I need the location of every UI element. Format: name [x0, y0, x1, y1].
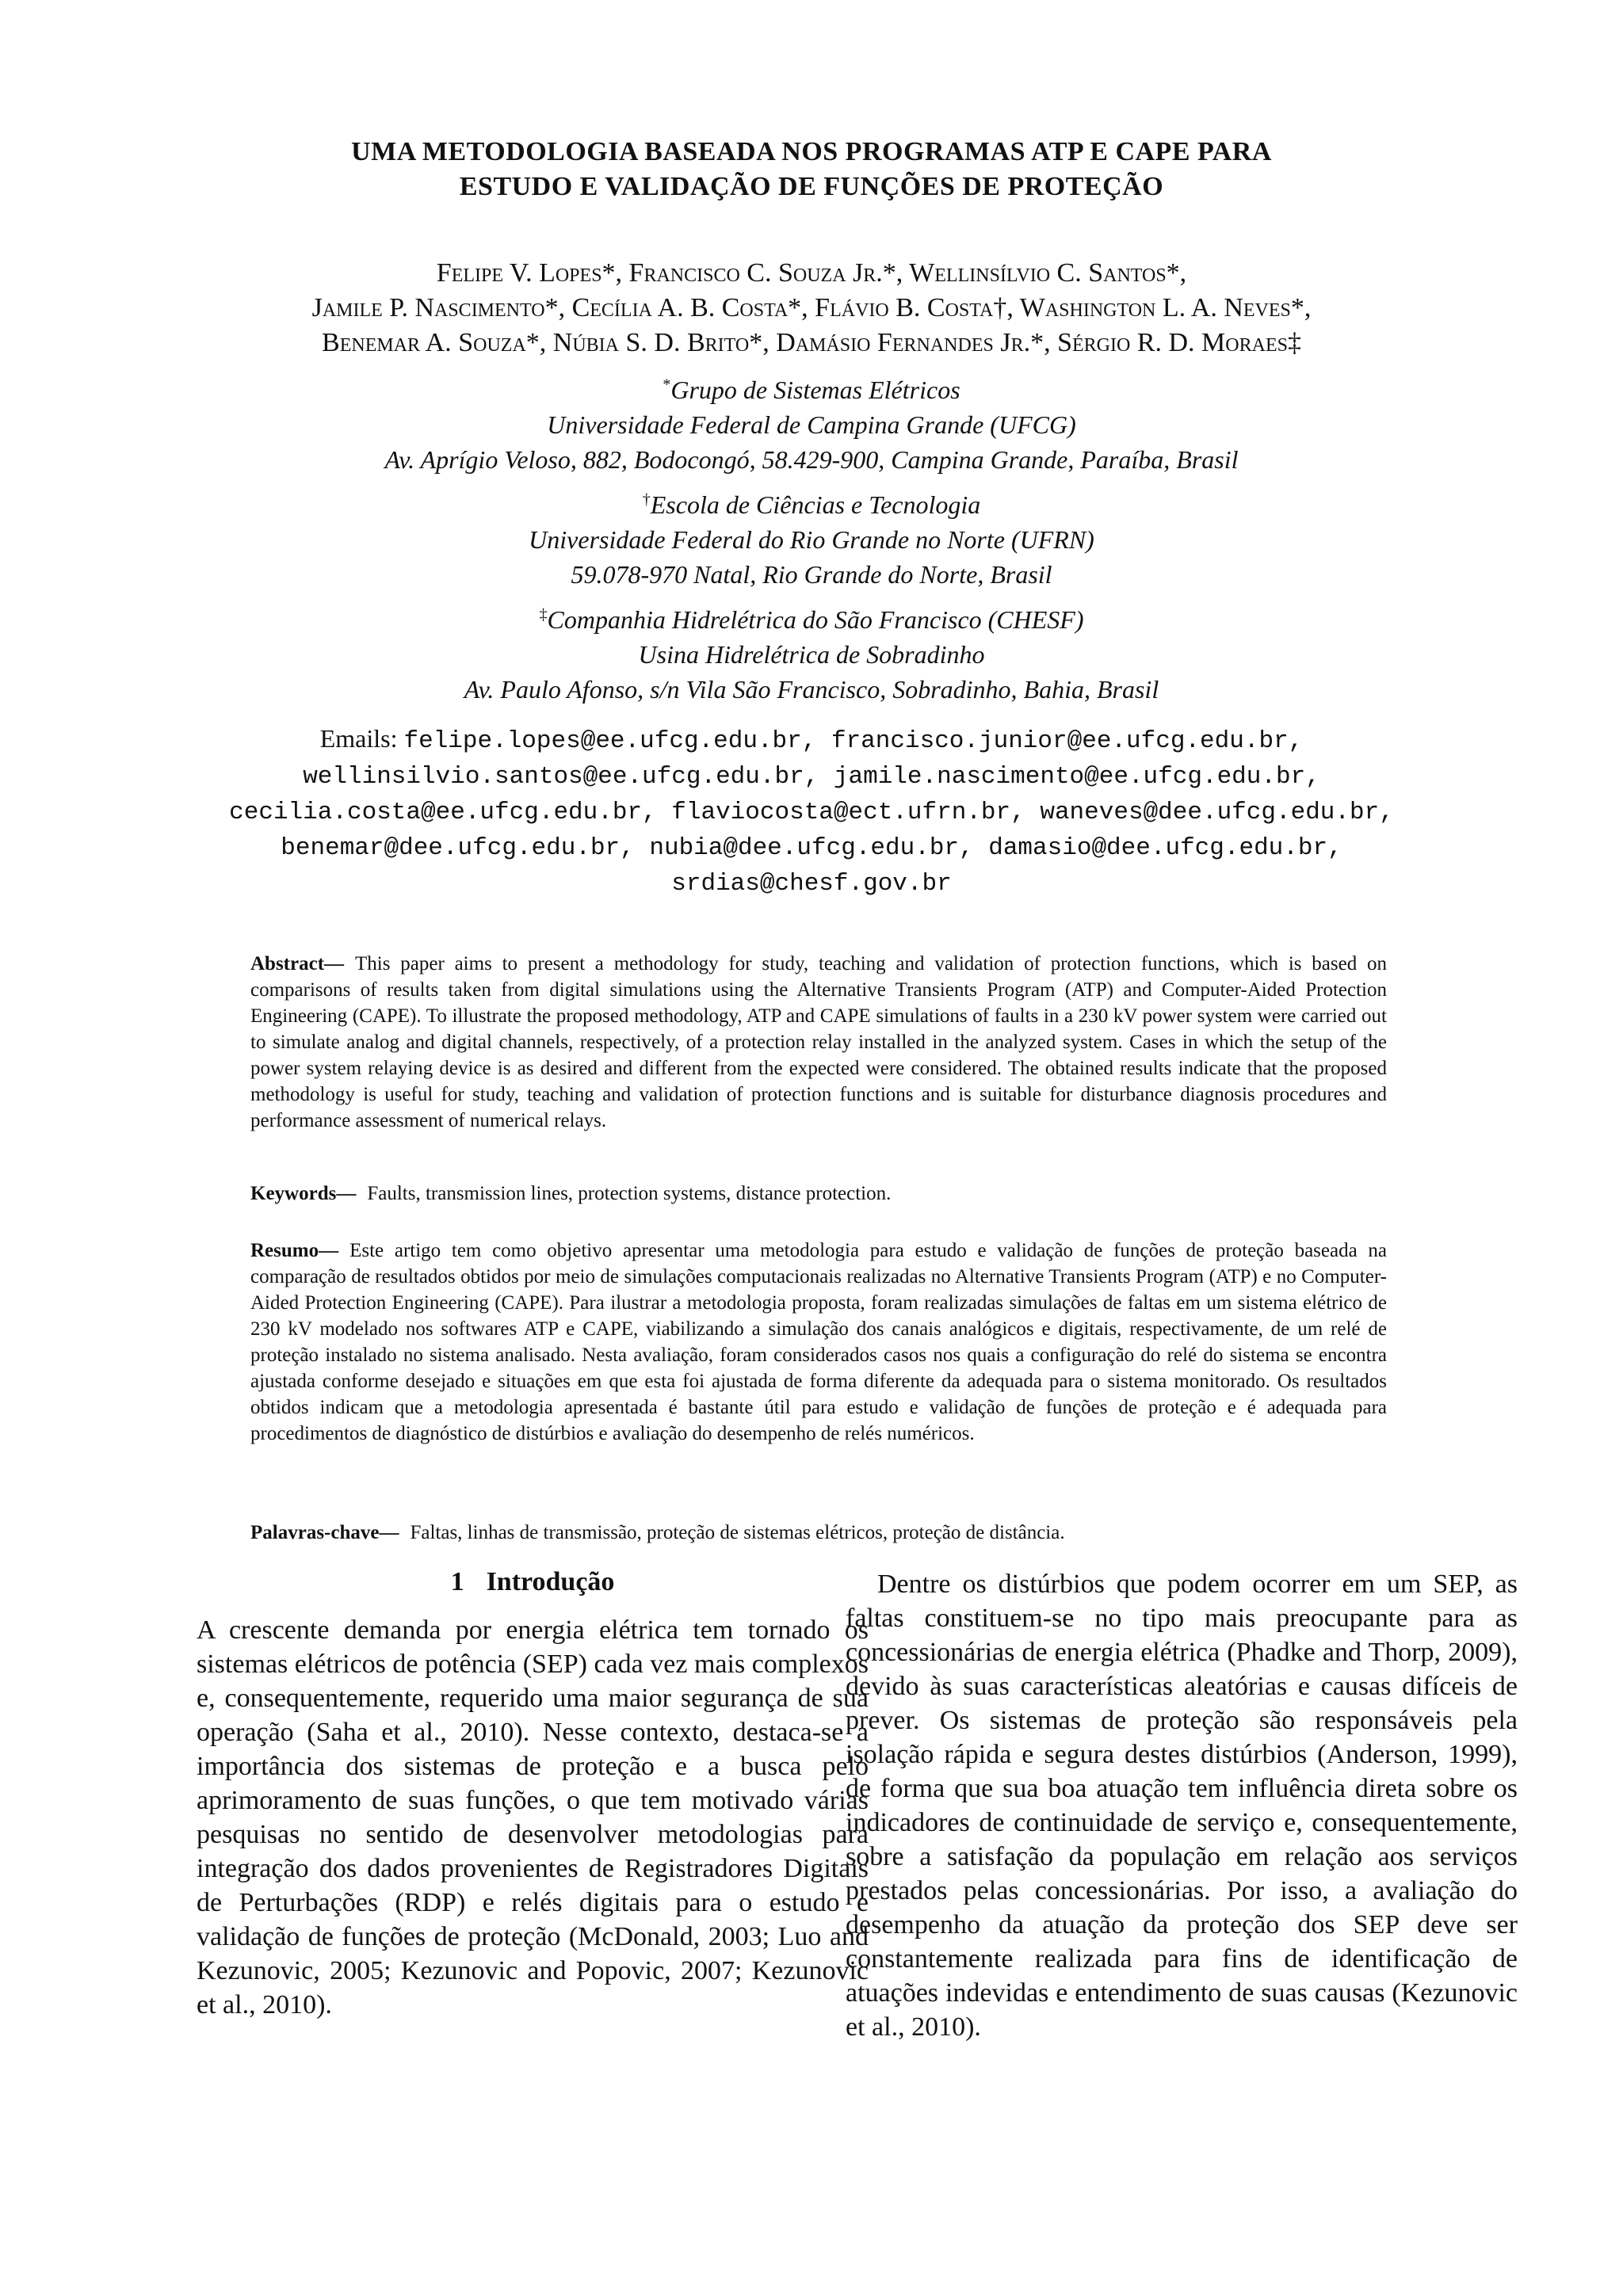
- email-line: felipe.lopes@ee.ufcg.edu.br, francisco.junior@ee.ufcg.edu.br,: [403, 727, 1304, 755]
- affiliation-line: Universidade Federal de Campina Grande (UFCG): [547, 410, 1076, 439]
- resumo: [250, 1238, 1387, 1447]
- resumo-text: Este artigo tem como objetivo apresentar uma metodologia para estudo e validação de funções de proteção baseada na comparação de resultados obtidos por meio de simulações computacionais realizadas no Alternative Transients Program (ATP) e no Computer-Aided Protection Engineering (CAPE). Para ilustrar a metodologia proposta, foram realizadas simulações de faltas em um sistema elétrico de 230 kV modelado nos softwares ATP e CAPE, viabilizando a simulação dos canais analógicos e digitais, respectivamente, de um relé de proteção instalado no sistema analisado. Nesta avaliação, foram considerados casos nos quais a configuração do relé do sistema se encontra ajustada conforme desejado e situações em que esta foi ajustada de forma diferente da adequada para o sistema monitorado. Os resultados obtidos indicam que a metodologia apresentada é bastante útil para estudo e validação de funções de proteção e é adequada para procedimentos de diagnóstico de distúrbios e avaliação do desempenho de relés numéricos.: [250, 1240, 1387, 1444]
- palavras-text: Faltas, linhas de transmissão, proteção de sistemas elétricos, proteção de distância.: [410, 1522, 1065, 1543]
- affiliation-line: Av. Aprígio Veloso, 882, Bodocongó, 58.429-900, Campina Grande, Paraíba, Brasil: [384, 445, 1239, 474]
- affiliation-mark: †: [642, 490, 651, 509]
- keywords-label: Keywords—: [250, 1183, 357, 1204]
- title-line: ESTUDO E VALIDAÇÃO DE FUNÇÕES DE PROTEÇÃO: [459, 172, 1164, 201]
- affiliation-line: Companhia Hidrelétrica do São Francisco (CHESF): [547, 605, 1084, 634]
- author-list: [119, 256, 1504, 360]
- affiliation-mark: ‡: [539, 605, 548, 624]
- email-line: benemar@dee.ufcg.edu.br, nubia@dee.ufcg.edu.br, damasio@dee.ufcg.edu.br,: [281, 834, 1342, 862]
- emails-label: Emails:: [319, 724, 398, 753]
- keywords: [250, 1180, 1387, 1207]
- keywords-text: Faults, transmission lines, protection systems, distance protection.: [367, 1183, 892, 1204]
- title-line: UMA METODOLOGIA BASEADA NOS PROGRAMAS ATP E CAPE PARA: [351, 137, 1272, 166]
- section-heading: [197, 1565, 869, 1599]
- section-number: 1: [450, 1567, 464, 1596]
- affiliation-line: 59.078-970 Natal, Rio Grande do Norte, Brasil: [571, 560, 1052, 589]
- author-line: Jamile P. Nascimento*, Cecília A. B. Costa*, Flávio B. Costa†, Washington L. A. Neves*,: [311, 293, 1312, 322]
- affiliation-line: Escola de Ciências e Tecnologia: [650, 490, 981, 519]
- affiliation-line: Universidade Federal do Rio Grande no Norte (UFRN): [529, 525, 1094, 554]
- email-list: [119, 721, 1504, 902]
- left-column: [197, 1565, 869, 2022]
- affiliation-mark: *: [663, 376, 671, 394]
- resumo-label: Resumo—: [250, 1240, 339, 1261]
- affiliation-line: Usina Hidrelétrica de Sobradinho: [638, 640, 985, 669]
- palavras-label: Palavras-chave—: [250, 1522, 399, 1543]
- author-line: Benemar A. Souza*, Núbia S. D. Brito*, Damásio Fernandes Jr.*, Sérgio R. D. Moraes‡: [322, 328, 1301, 357]
- affiliation-chesf: [158, 602, 1465, 707]
- email-line: wellinsilvio.santos@ee.ufcg.edu.br, jamile.nascimento@ee.ufcg.edu.br,: [303, 763, 1320, 791]
- affiliation-ufcg: [158, 372, 1465, 477]
- author-line: Felipe V. Lopes*, Francisco C. Souza Jr.*, Wellinsílvio C. Santos*,: [436, 258, 1187, 288]
- affiliation-line: Grupo de Sistemas Elétricos: [670, 376, 960, 404]
- palavras-chave: [250, 1520, 1387, 1546]
- intro-paragraph-right: Dentre os distúrbios que podem ocorrer em um SEP, as faltas constituem-se no tipo mais preocupante para as concessionárias de energia elétrica (Phadke and Thorp, 2009), devido às suas características aleatórias e causas difíceis de prever. Os sistemas de proteção são responsáveis pela isolação rápida e segura destes distúrbios (Anderson, 1999), de forma que sua boa atuação tem influência direta sobre os indicadores de continuidade de serviço e, consequentemente, sobre a satisfação da população em relação aos serviços prestados pelas concessionárias. Por isso, a avaliação do desempenho da atuação da proteção dos SEP deve ser constantemente realizada para fins de identificação de atuações indevidas e entendimento de suas causas (Kezunovic et al., 2010).: [846, 1569, 1518, 2042]
- section-title: Introdução: [486, 1567, 615, 1596]
- intro-paragraph-left: A crescente demanda por energia elétrica tem tornado os sistemas elétricos de potência (SEP) cada vez mais complexos e, consequentemente, requerido uma maior segurança de sua operação (Saha et al., 2010). Nesse contexto, destaca-se a importância dos sistemas de proteção e a busca pelo aprimoramento de suas funções, o que tem motivado várias pesquisas no sentido de desenvolver metodologias para integração dos dados provenientes de Registradores Digitais de Perturbações (RDP) e relés digitais para o estudo e validação de funções de proteção (McDonald, 2003; Luo and Kezunovic, 2005; Kezunovic and Popovic, 2007; Kezunovic et al., 2010).: [197, 1615, 869, 2019]
- abstract: [250, 951, 1387, 1134]
- email-line: cecilia.costa@ee.ufcg.edu.br, flaviocosta@ect.ufrn.br, waneves@dee.ufcg.edu.br,: [229, 799, 1394, 826]
- affiliation-line: Av. Paulo Afonso, s/n Vila São Francisco, Sobradinho, Bahia, Brasil: [464, 675, 1159, 704]
- paper-title: [158, 135, 1465, 204]
- abstract-label: Abstract—: [250, 953, 345, 974]
- email-line: srdias@chesf.gov.br: [671, 870, 952, 898]
- abstract-text: This paper aims to present a methodology for study, teaching and validation of protection functions, which is based on comparisons of results taken from digital simulations using the Alternative Transients Program (ATP) and Computer-Aided Protection Engineering (CAPE). To illustrate the proposed methodology, ATP and CAPE simulations of faults in a 230 kV power system were carried out to simulate analog and digital channels, respectively, of a protection relay installed in the analyzed system. Cases in which the setup of the power system relaying device is as desired and different from the expected were considered. The obtained results indicate that the proposed methodology is useful for study, teaching and validation of protection functions and is suitable for disturbance diagnosis procedures and performance assessment of numerical relays.: [250, 953, 1387, 1131]
- affiliation-ufrn: [158, 487, 1465, 592]
- right-column: [846, 1567, 1518, 2044]
